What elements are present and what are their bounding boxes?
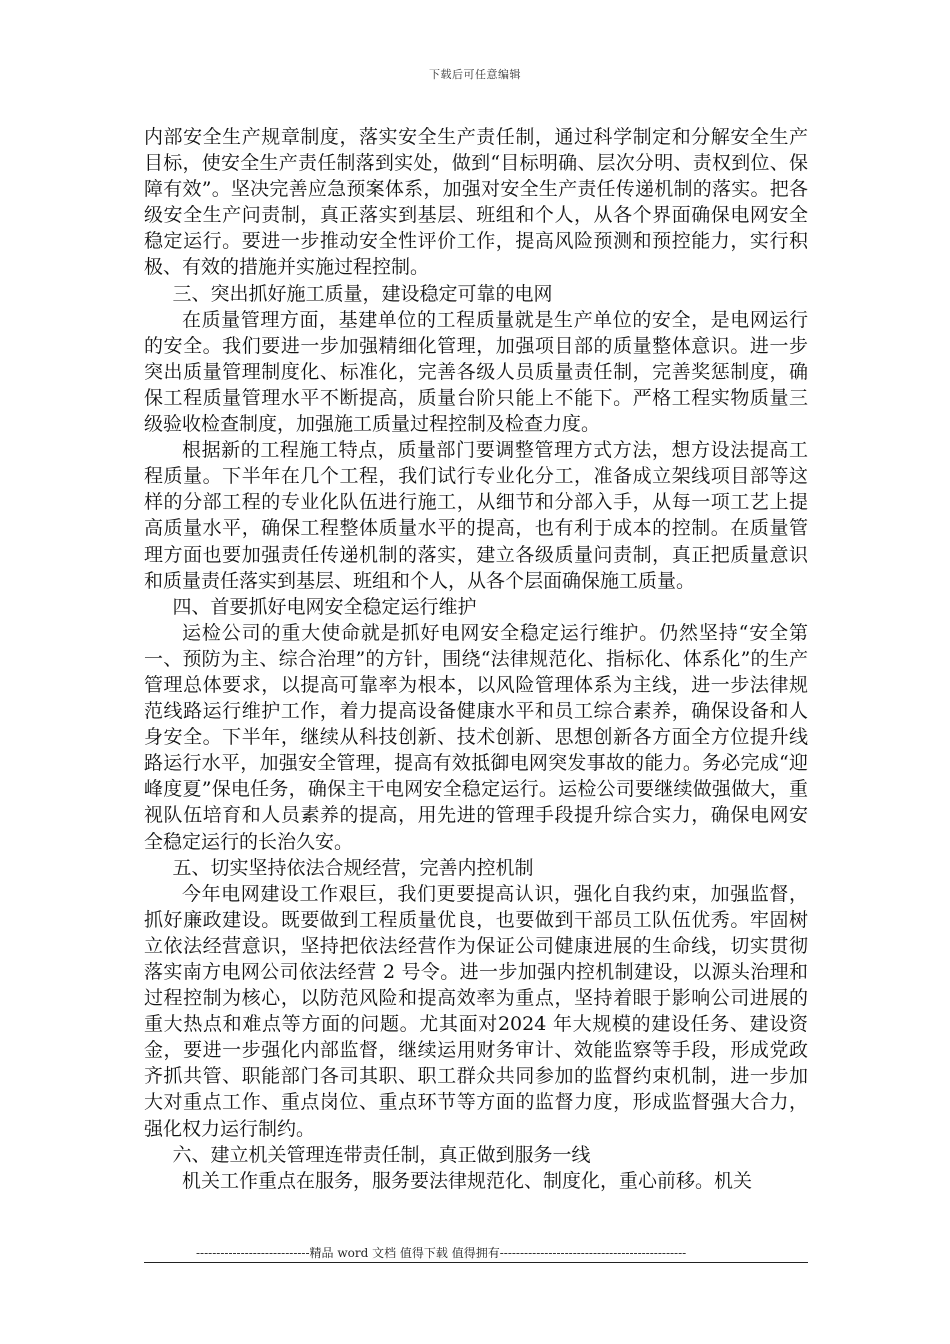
paragraph-construction-features: 根据新的工程施工特点，质量部门要调整管理方式方法，想方设法提高工程质量。下半年在几个工程，我们试行专业化分工，准备成立架线项目部等这样的分部工程的专业化队伍进行施工，从细节和分部入手，从每一项工艺上提高质量水平，确保工程整体质量水平的提高，也有利于成本的控制。在质量管理方面也要加强责任传递机制的落实，建立各级质量问责制，真正把质量意识和质量责任落实到基层、班组和个人，从各个层面确保施工质量。 [144,439,808,592]
document-body [144,124,808,1194]
paragraph-operation-maintenance: 运检公司的重大使命就是抓好电网安全稳定运行维护。仍然坚持“安全第一、预防为主、综合治理”的方针，围绕“法律规范化、指标化、体系化”的生产管理总体要求，以提高可靠率为根本，以风险管理体系为主线，进一步法律规范线路运行维护工作，着力提高设备健康水平和员工综合素养，确保设备和人身安全。下半年，继续从科技创新、技术创新、思想创新各方面全方位提升线路运行水平，加强安全管理，提高有效抵御电网突发事故的能力。务必完成“迎峰度夏”保电任务，确保主干电网安全稳定运行。运检公司要继续做强做大，重视队伍培育和人员素养的提高，用先进的管理手段提升综合实力，确保电网安全稳定运行的长治久安。 [144,621,808,853]
paragraph-service: 机关工作重点在服务，服务要法律规范化、制度化，重心前移。机关 [182,1169,753,1192]
section-heading-5: 五、切实坚持依法合规经营，完善内控机制 [172,856,534,879]
section-heading-3: 三、突出抓好施工质量，建设稳定可靠的电网 [172,282,553,305]
paragraph-compliance: 今年电网建设工作艰巨，我们更要提高认识，强化自我约束，加强监督，抓好廉政建设。既要做到工程质量优良，也要做到干部员工队伍优秀。牢固树立依法经营意识，坚持把依法经营作为保证公司健康进展的生命线，切实贯彻落实南方电网公司依法经营 2 号令。进一步加强内控机制建设，以源头治理和过程控制为核心，以防范风险和提高效率为重点，坚持着眼于影响公司进展的重大热点和难点等方面的问题。尤其面对2024 年大规模的建设任务、建设资金，要进一步强化内部监督，继续运用财务审计、效能监察等手段，形成党政齐抓共管、职能部门各司其职、职工群众共同参加的监督约束机制，进一步加大对重点工作、重点岗位、重点环节等方面的监督力度，形成监督强大合力，强化权力运行制约。 [144,882,808,1140]
paragraph-quality-management: 在质量管理方面，基建单位的工程质量就是生产单位的安全，是电网运行的安全。我们要进一步加强精细化管理，加强项目部的质量整体意识。进一步突出质量管理制度化、标准化，完善各级人员质量责任制，完善奖惩制度，确保工程质量管理水平不断提高，质量台阶只能上不能下。严格工程实物质量三级验收检查制度，加强施工质量过程控制及检查力度。 [144,308,808,436]
section-heading-6: 六、建立机关管理连带责任制，真正做到服务一线 [172,1143,591,1166]
footer-text: ----------------------------精品 word 文档 值得下载 值得拥有---------------------------------------------- [196,1246,687,1260]
header-note: 下载后可任意编辑 [429,68,521,81]
footer-divider [144,1262,808,1263]
section-heading-4: 四、首要抓好电网安全稳定运行维护 [172,595,477,618]
paragraph-safety-responsibility: 内部安全生产规章制度，落实安全生产责任制，通过科学制定和分解安全生产目标，使安全生产责任制落到实处，做到“目标明确、层次分明、责权到位、保障有效”。坚决完善应急预案体系，加强对安全生产责任传递机制的落实。把各级安全生产问责制，真正落实到基层、班组和个人，从各个界面确保电网安全稳定运行。要进一步推动安全性评价工作，提高风险预测和预控能力，实行积极、有效的措施并实施过程控制。 [144,126,808,279]
